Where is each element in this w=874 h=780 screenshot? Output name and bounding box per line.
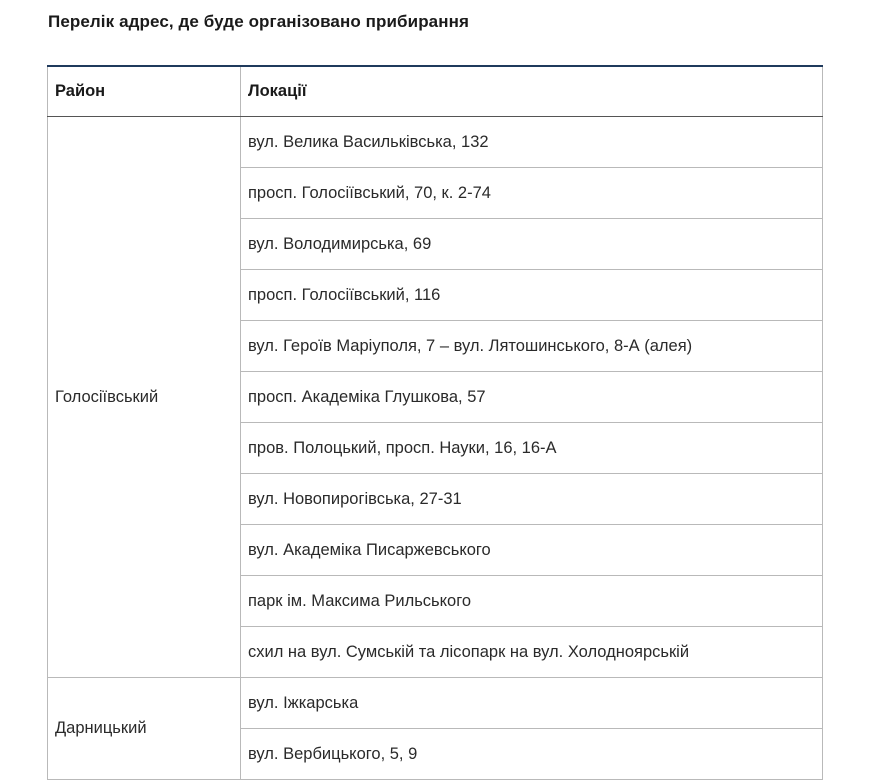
location-cell: вул. Велика Васильківська, 132	[241, 117, 823, 168]
location-cell: просп. Голосіївський, 70, к. 2-74	[241, 168, 823, 219]
location-cell: вул. Іжкарська	[241, 678, 823, 729]
location-cell: вул. Новопирогівська, 27-31	[241, 474, 823, 525]
location-cell: схил на вул. Сумській та лісопарк на вул. Холодноярській	[241, 627, 823, 678]
district-cell-holosiivskyi: Голосіївський	[48, 117, 241, 678]
district-cell-darnytskyi: Дарницький	[48, 678, 241, 780]
location-cell: вул. Академіка Писаржевського	[241, 525, 823, 576]
location-cell: вул. Володимирська, 69	[241, 219, 823, 270]
table-row	[48, 117, 823, 168]
location-cell: просп. Академіка Глушкова, 57	[241, 372, 823, 423]
table-header-row	[48, 66, 823, 117]
location-cell: пров. Полоцький, просп. Науки, 16, 16-А	[241, 423, 823, 474]
location-cell: просп. Голосіївський, 116	[241, 270, 823, 321]
column-header-locations: Локації	[241, 66, 823, 117]
location-cell: вул. Героїв Маріуполя, 7 – вул. Лятошинського, 8-А (алея)	[241, 321, 823, 372]
location-cell: вул. Вербицького, 5, 9	[241, 729, 823, 780]
column-header-district: Район	[48, 66, 241, 117]
page-title: Перелік адрес, де буде організовано прибирання	[48, 12, 469, 31]
table-row	[48, 678, 823, 729]
address-table	[47, 65, 823, 780]
location-cell: парк ім. Максима Рильського	[241, 576, 823, 627]
